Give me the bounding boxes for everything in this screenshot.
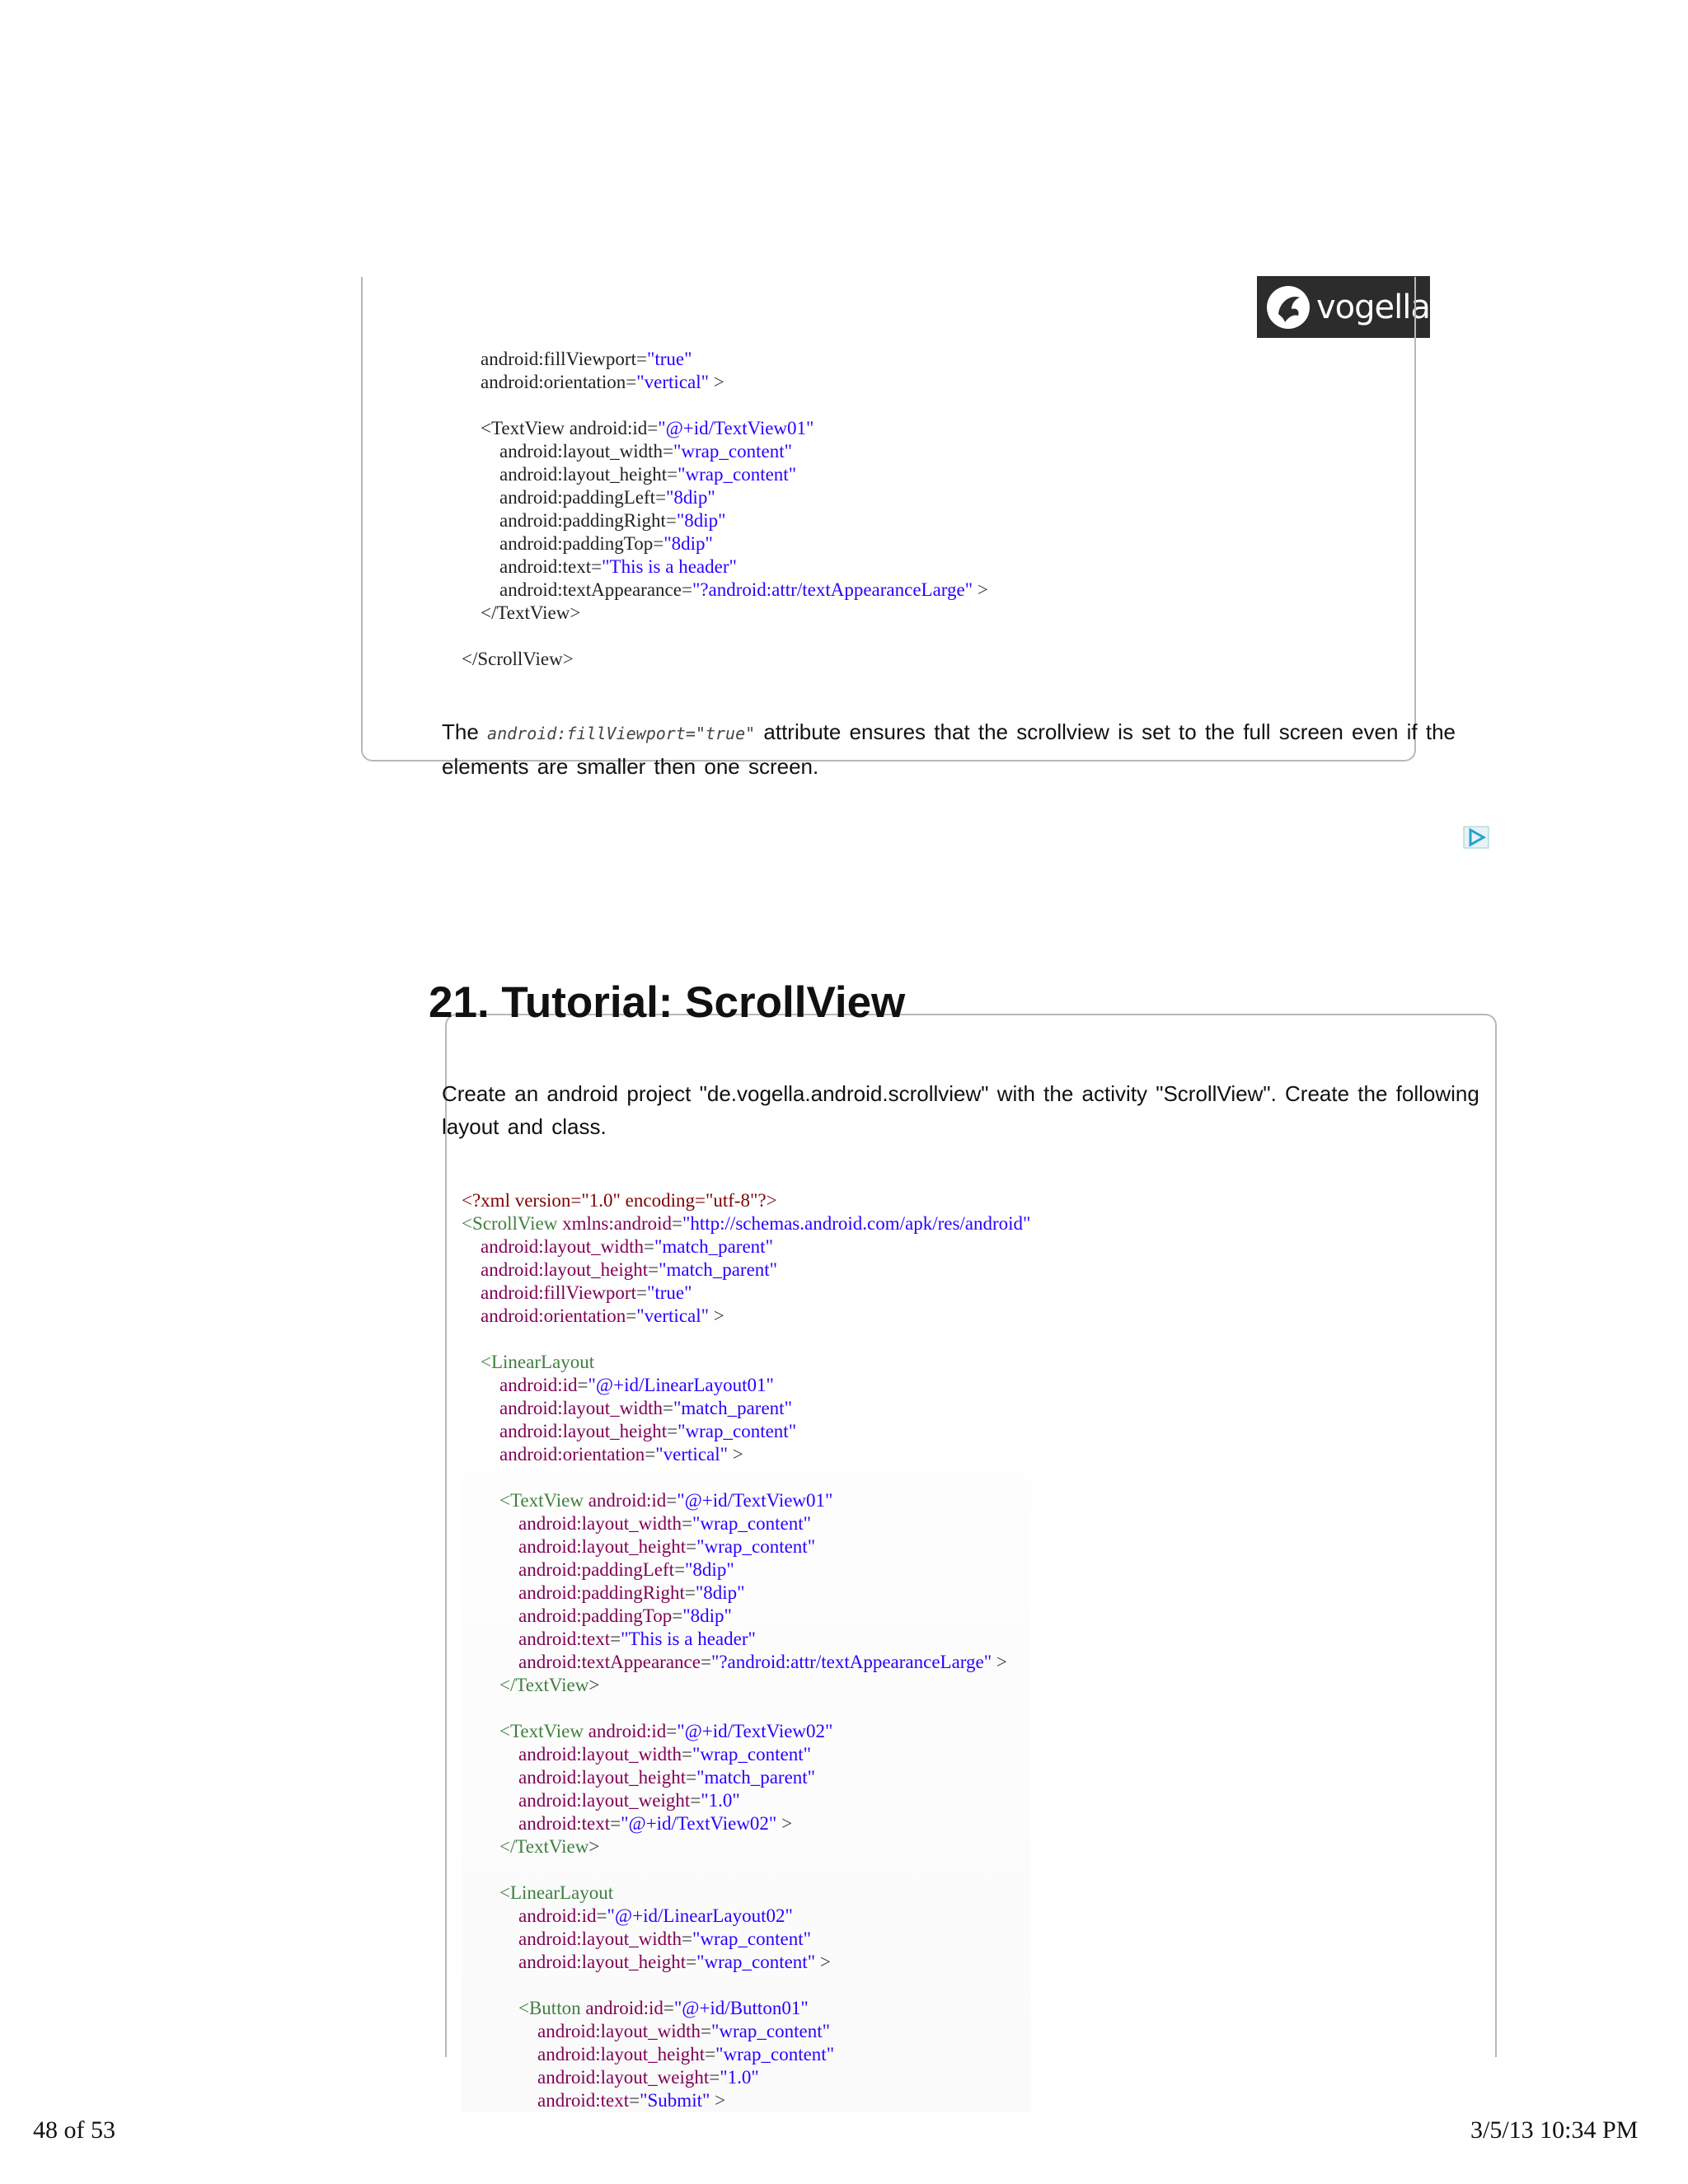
code-line: android:layout_weight="1.0" <box>518 1790 740 1811</box>
code-line: android:layout_width="wrap_content" <box>499 441 792 462</box>
code-line: android:paddingRight="8dip" <box>499 510 726 531</box>
code-line: android:textAppearance="?android:attr/textAppearanceLarge" > <box>499 579 988 600</box>
code-line <box>462 394 988 417</box>
code-line: android:text="Submit" > <box>537 2090 726 2111</box>
code-line: android:layout_height="wrap_content" <box>537 2044 835 2064</box>
page-number: 48 of 53 <box>33 2116 115 2144</box>
code-line: android:textAppearance="?android:attr/textAppearanceLarge" > <box>518 1652 1007 1672</box>
code-line: android:fillViewport="true" <box>481 1282 692 1303</box>
code-line: android:layout_height="wrap_content" <box>499 1421 797 1441</box>
code-line: </TextView> <box>499 1836 600 1857</box>
code-line: </TextView> <box>499 1675 600 1695</box>
fillviewport-explanation <box>442 715 1480 783</box>
code-line: android:text="@+id/TextView02" > <box>518 1813 793 1834</box>
code-block-scrollview-layout <box>462 1189 1030 2112</box>
code-line: android:orientation="vertical" > <box>481 1305 724 1326</box>
code-line: android:layout_width="match_parent" <box>499 1398 792 1418</box>
code-line: android:orientation="vertical" > <box>499 1444 743 1465</box>
code-line: android:paddingRight="8dip" <box>518 1582 745 1603</box>
code-line <box>462 1858 1030 1882</box>
code-line: android:layout_width="wrap_content" <box>518 1744 811 1765</box>
code-line: <ScrollView xmlns:android="http://schemas.android.com/apk/res/android" <box>462 1213 1031 1234</box>
code-line: android:layout_width="wrap_content" <box>518 1513 811 1534</box>
code-block-layout-end <box>462 348 988 671</box>
code-line <box>462 1328 1030 1351</box>
code-line: android:id="@+id/LinearLayout02" <box>518 1905 793 1926</box>
logo-text: vogella <box>1316 288 1430 326</box>
tutorial-instructions: Create an android project "de.vogella.android.scrollview" with the activity "ScrollView". Create the following layout and class. <box>442 1081 1479 1139</box>
code-line: android:layout_height="match_parent" <box>481 1259 778 1280</box>
code-line: <TextView android:id="@+id/TextView01" <box>481 418 814 438</box>
code-line <box>462 1466 1030 1489</box>
code-line: <TextView android:id="@+id/TextView02" <box>499 1721 833 1741</box>
code-line <box>462 625 988 648</box>
code-line: <TextView android:id="@+id/TextView01" <box>499 1490 833 1511</box>
code-line: <Button android:id="@+id/Button01" <box>518 1998 809 2018</box>
code-line: android:layout_width="match_parent" <box>481 1236 773 1257</box>
paragraph-text-after: attribute ensures that the scrollview is set to the full screen even if the elements are smaller then one screen. <box>442 719 1456 779</box>
code-line: android:layout_height="wrap_content" <box>499 464 797 485</box>
code-line: android:paddingTop="8dip" <box>518 1605 732 1626</box>
code-line: android:id="@+id/LinearLayout01" <box>499 1375 774 1395</box>
code-line: android:orientation="vertical" > <box>481 372 724 392</box>
code-line: <?xml version="1.0" encoding="utf-8"?> <box>462 1190 777 1211</box>
code-line: android:fillViewport="true" <box>481 349 692 369</box>
paragraph-text-before: The <box>442 719 479 744</box>
ad-choices-icon[interactable] <box>1463 826 1489 849</box>
code-line: android:layout_height="wrap_content" <box>518 1536 816 1557</box>
code-line: android:paddingLeft="8dip" <box>499 487 715 508</box>
print-datetime: 3/5/13 10:34 PM <box>1470 2116 1639 2144</box>
inline-code: android:fillViewport="true" <box>487 724 756 743</box>
code-line: android:text="This is a header" <box>499 556 737 577</box>
code-line: android:layout_width="wrap_content" <box>518 1929 811 1949</box>
code-line: </TextView> <box>481 602 581 623</box>
code-line: android:layout_height="wrap_content" > <box>518 1952 831 1972</box>
code-line: </ScrollView> <box>462 649 574 669</box>
code-line: android:layout_width="wrap_content" <box>537 2021 830 2041</box>
code-line <box>462 1697 1030 1720</box>
code-line: android:layout_weight="1.0" <box>537 2067 759 2088</box>
section-heading: 21. Tutorial: ScrollView <box>429 978 906 1027</box>
code-line: android:text="This is a header" <box>518 1629 756 1649</box>
code-line: android:layout_height="match_parent" <box>518 1767 816 1788</box>
code-line: <LinearLayout <box>499 1882 614 1903</box>
code-line: <LinearLayout <box>481 1352 595 1372</box>
code-line <box>462 1974 1030 1997</box>
code-line: android:paddingLeft="8dip" <box>518 1559 734 1580</box>
code-line: android:paddingTop="8dip" <box>499 533 713 554</box>
